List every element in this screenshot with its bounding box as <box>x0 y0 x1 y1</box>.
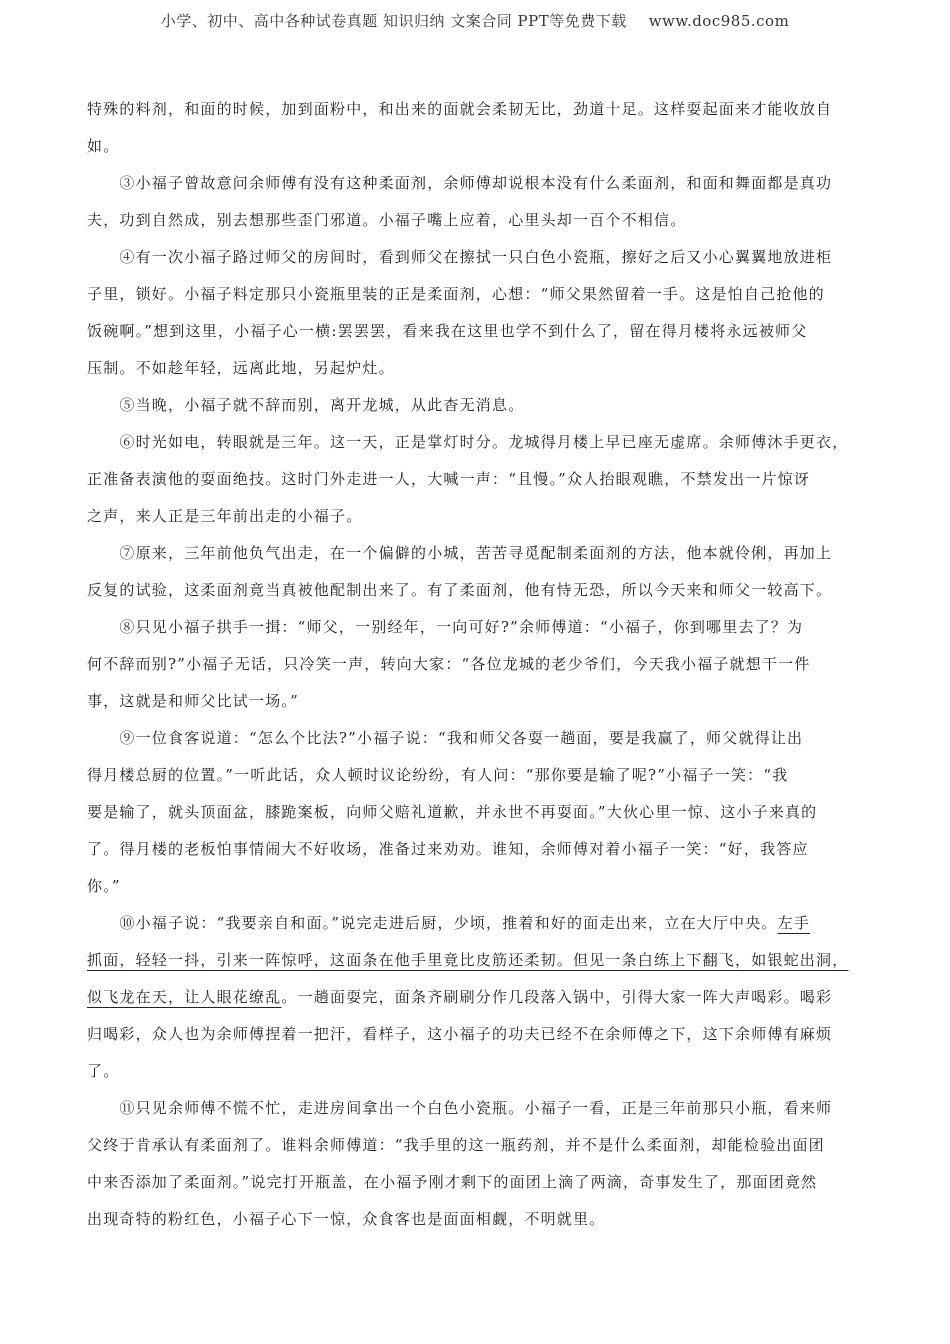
text-line: ⑦原来，三年前他负气出走，在一个偏僻的小城，苦苦寻觅配制柔面剂的方法，他本就伶俐，再加上 <box>87 544 833 562</box>
text-line: 特殊的料剂，和面的时候，加到面粉中，和出来的面就会柔韧无比，劲道十足。这样耍起面来才能收放自 <box>87 100 833 118</box>
text-line <box>87 908 867 945</box>
text-line: ⑤当晚，小福子就不辞而别，离开龙城，从此杳无消息。 <box>87 396 525 414</box>
text-line: 子里，锁好。小福子料定那只小瓷瓶里装的正是柔面剂，心想：“师父果然留着一手。这是怕自己抢他的 <box>87 285 825 303</box>
underlined-text: 抓面，轻轻一抖，引来一阵惊呼，这面条在他手里竟比皮筋还柔韧。但见一条白练上下翻飞，如银蛇出洞， <box>87 951 849 969</box>
text-line: ⑥时光如电，转眼就是三年。这一天，正是掌灯时分。龙城得月楼上早已座无虚席。余师傅沐手更衣， <box>87 433 849 451</box>
text-line: ⑧只见小福子拱手一揖：“师父，一别经年，一向可好?”余师傅道：“小福子，你到哪里去了？为 <box>87 618 804 636</box>
text-line: 父终于肯承认有柔面剂了。谁料余师傅道：“我手里的这一瓶药剂，并不是什么柔面剂，却能检验出面团 <box>87 1136 825 1154</box>
text-line: 正准备表演他的耍面绝技。这时门外走进一人，大喊一声：“且慢。”众人抬眼观瞧，不禁发出一片惊讶 <box>87 470 811 488</box>
text-line: ⑨一位食客说道：“怎么个比法?”小福子说：“我和师父各耍一趟面，要是我赢了，师父就得让出 <box>87 729 804 747</box>
text-line: 事，这就是和师父比试一场。” <box>87 692 299 710</box>
text-line: 归喝彩，众人也为余师傅捏着一把汗，看样子，这小福子的功夫已经不在余师傅之下，这下余师傅有麻烦 <box>87 1025 833 1043</box>
text-line: ④有一次小福子路过师父的房间时，看到师父在擦拭一只白色小瓷瓶，擦好之后又小心翼翼地放进柜 <box>87 248 833 266</box>
text-line <box>87 982 867 1019</box>
text-line: 中来否添加了柔面剂。”说完打开瓶盖，在小福予刚才剩下的面团上滴了两滴，奇事发生了，那面团竟然 <box>87 1173 818 1191</box>
text-line: ③小福子曾故意问余师傅有没有这种柔面剂，余师傅却说根本没有什么柔面剂，和面和舞面都是真功 <box>87 174 833 192</box>
header-text: 小学、初中、高中各种试卷真题 知识归纳 文案合同 PPT等免费下载 <box>160 12 627 30</box>
text-line: 得月楼总厨的位置。”一听此话，众人顿时议论纷纷，有人问：“那你要是输了呢?”小福子一笑：“我 <box>87 766 789 784</box>
text-line: 何不辞而别?”小福子无话，只冷笑一声，转向大家：“各位龙城的老少爷们，今天我小福子就想干一件 <box>87 655 811 673</box>
article-body <box>87 94 867 1241</box>
text-line: 了。得月楼的老板怕事情闹大不好收场，准备过来劝劝。谁知，余师傅对着小福子一笑：“好，我答应 <box>87 840 809 858</box>
header-url[interactable]: www.doc985.com <box>648 12 790 30</box>
text-line: 如。 <box>87 137 120 155</box>
text-line: 出现奇特的粉红色，小福子心下一惊，众食客也是面面相觑，不明就里。 <box>87 1210 606 1228</box>
text-line: 之声，来人正是三年前出走的小福子。 <box>87 507 363 525</box>
text-line: 压制。不如趁年轻，远离此地，另起炉灶。 <box>87 359 395 377</box>
underlined-text: 似飞龙在天，让人眼花缭乱 <box>87 988 282 1006</box>
text-line: 要是输了，就头顶面盆，膝跪案板，向师父赔礼道歉，并永世不再耍面。”大伙心里一惊、这小子来真的 <box>87 803 818 821</box>
text-line: 你。” <box>87 877 121 895</box>
text-line: ⑪只见余师傅不慌不忙，走进房间拿出一个白色小瓷瓶。小福子一看，正是三年前那只小瓶，看来师 <box>87 1099 833 1117</box>
underlined-text: 左手 <box>777 914 811 932</box>
text-line: 反复的试验，这柔面剂竟当真被他配制出来了。有了柔面剂，他有恃无恐，所以今天来和师父一较高下。 <box>87 581 833 599</box>
text-line: 了。 <box>87 1062 120 1080</box>
page-header <box>0 10 950 31</box>
text-line: 夫，功到自然成，别去想那些歪门邪道。小福子嘴上应着，心里头却一百个不相信。 <box>87 211 687 229</box>
text-line: 饭碗啊。”想到这里，小福子心一横:罢罢罢，看来我在这里也学不到什么了，留在得月楼将永远被师父 <box>87 322 808 340</box>
text-span: ⑩小福子说：“我要亲自和面。”说完走进后厨，少顷，推着和好的面走出来，立在大厅中央。 <box>87 914 778 932</box>
text-line <box>87 945 867 982</box>
text-span: 。一趟面耍完，面条齐刷刷分作几段落入锅中，引得大家一阵大声喝彩。喝彩 <box>281 988 833 1006</box>
